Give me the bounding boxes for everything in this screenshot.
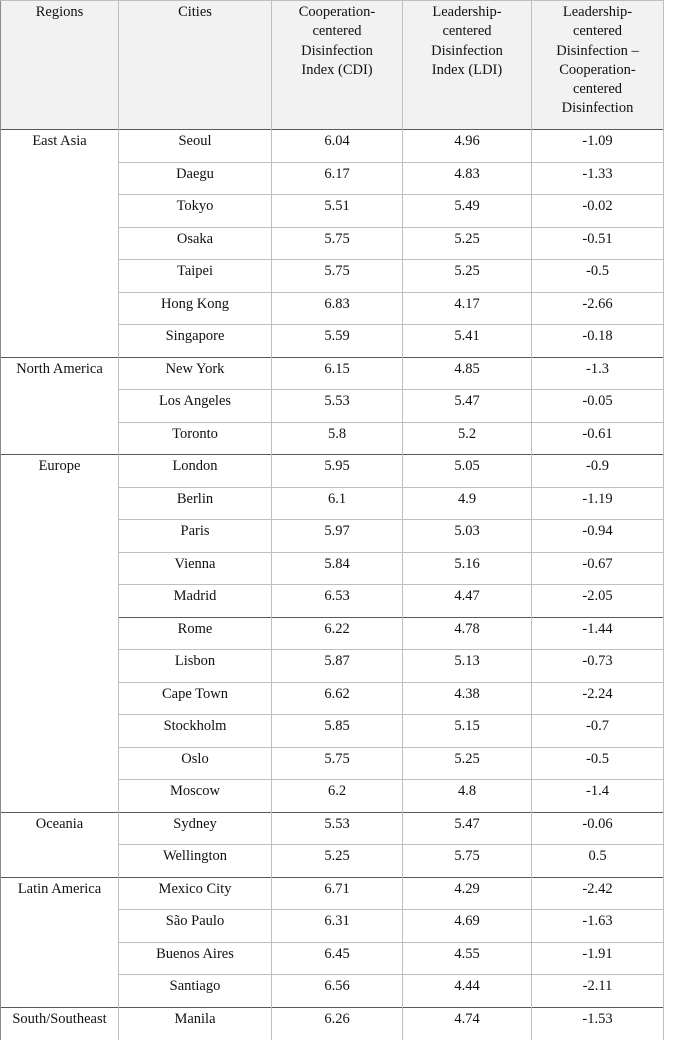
cdi-cell: 6.31 bbox=[272, 910, 403, 943]
ldi-cell: 4.74 bbox=[403, 1007, 532, 1040]
ldi-cell: 4.69 bbox=[403, 910, 532, 943]
diff-cell: -0.5 bbox=[532, 747, 664, 780]
diff-cell: -2.24 bbox=[532, 682, 664, 715]
city-cell: Oslo bbox=[119, 747, 272, 780]
city-cell: London bbox=[119, 455, 272, 488]
table-row bbox=[1, 455, 664, 488]
cdi-cell: 6.53 bbox=[272, 585, 403, 618]
diff-cell: -1.4 bbox=[532, 780, 664, 813]
cdi-cell: 6.62 bbox=[272, 682, 403, 715]
ldi-cell: 4.83 bbox=[403, 162, 532, 195]
city-cell: Rome bbox=[119, 617, 272, 650]
diff-cell: 0.5 bbox=[532, 845, 664, 878]
city-cell: Lisbon bbox=[119, 650, 272, 683]
city-cell: Los Angeles bbox=[119, 390, 272, 423]
diff-cell: -0.61 bbox=[532, 422, 664, 455]
cdi-cell: 5.25 bbox=[272, 845, 403, 878]
diff-cell: -1.63 bbox=[532, 910, 664, 943]
city-cell: Vienna bbox=[119, 552, 272, 585]
city-cell: Santiago bbox=[119, 975, 272, 1008]
city-cell: Buenos Aires bbox=[119, 942, 272, 975]
diff-cell: -2.05 bbox=[532, 585, 664, 618]
diff-cell: -1.53 bbox=[532, 1007, 664, 1040]
diff-cell: -0.94 bbox=[532, 520, 664, 553]
cdi-cell: 6.22 bbox=[272, 617, 403, 650]
city-cell: Osaka bbox=[119, 227, 272, 260]
diff-cell: -1.33 bbox=[532, 162, 664, 195]
cdi-cell: 5.75 bbox=[272, 260, 403, 293]
ldi-cell: 5.25 bbox=[403, 227, 532, 260]
ldi-cell: 4.29 bbox=[403, 877, 532, 910]
region-cell: East Asia bbox=[1, 130, 119, 358]
ldi-cell: 5.03 bbox=[403, 520, 532, 553]
ldi-cell: 4.78 bbox=[403, 617, 532, 650]
cdi-cell: 5.8 bbox=[272, 422, 403, 455]
table-row bbox=[1, 877, 664, 910]
city-cell: Daegu bbox=[119, 162, 272, 195]
table-body bbox=[1, 130, 664, 1040]
ldi-cell: 4.44 bbox=[403, 975, 532, 1008]
cdi-cell: 6.1 bbox=[272, 487, 403, 520]
cdi-cell: 5.51 bbox=[272, 195, 403, 228]
city-cell: Taipei bbox=[119, 260, 272, 293]
ldi-cell: 4.47 bbox=[403, 585, 532, 618]
table-header bbox=[1, 1, 664, 130]
city-cell: Hong Kong bbox=[119, 292, 272, 325]
diff-cell: -0.73 bbox=[532, 650, 664, 683]
diff-cell: -0.7 bbox=[532, 715, 664, 748]
diff-cell: -0.9 bbox=[532, 455, 664, 488]
diff-cell: -2.11 bbox=[532, 975, 664, 1008]
city-cell: New York bbox=[119, 357, 272, 390]
diff-cell: -1.44 bbox=[532, 617, 664, 650]
cdi-cell: 6.04 bbox=[272, 130, 403, 163]
diff-cell: -0.05 bbox=[532, 390, 664, 423]
cdi-cell: 5.84 bbox=[272, 552, 403, 585]
diff-cell: -0.06 bbox=[532, 812, 664, 845]
cdi-cell: 6.56 bbox=[272, 975, 403, 1008]
cdi-cell: 5.85 bbox=[272, 715, 403, 748]
city-cell: Manila bbox=[119, 1007, 272, 1040]
city-cell: Wellington bbox=[119, 845, 272, 878]
diff-cell: -1.3 bbox=[532, 357, 664, 390]
cdi-cell: 6.17 bbox=[272, 162, 403, 195]
cdi-cell: 5.75 bbox=[272, 227, 403, 260]
ldi-cell: 5.05 bbox=[403, 455, 532, 488]
cdi-cell: 5.87 bbox=[272, 650, 403, 683]
table-row bbox=[1, 130, 664, 163]
region-cell: North America bbox=[1, 357, 119, 455]
cdi-cell: 5.53 bbox=[272, 812, 403, 845]
cdi-cell: 5.95 bbox=[272, 455, 403, 488]
diff-cell: -2.42 bbox=[532, 877, 664, 910]
diff-cell: -0.18 bbox=[532, 325, 664, 358]
ldi-cell: 5.47 bbox=[403, 390, 532, 423]
ldi-cell: 4.55 bbox=[403, 942, 532, 975]
cdi-cell: 6.15 bbox=[272, 357, 403, 390]
header-difference: Leadership- centered Disinfection – Cooperation- centered Disinfection bbox=[532, 1, 664, 130]
cdi-cell: 6.71 bbox=[272, 877, 403, 910]
diff-cell: -2.66 bbox=[532, 292, 664, 325]
city-cell: Moscow bbox=[119, 780, 272, 813]
diff-cell: -1.09 bbox=[532, 130, 664, 163]
city-cell: Stockholm bbox=[119, 715, 272, 748]
cdi-cell: 5.59 bbox=[272, 325, 403, 358]
ldi-cell: 4.96 bbox=[403, 130, 532, 163]
city-cell: Mexico City bbox=[119, 877, 272, 910]
table-row bbox=[1, 357, 664, 390]
ldi-cell: 5.47 bbox=[403, 812, 532, 845]
region-cell: Europe bbox=[1, 455, 119, 813]
header-regions: Regions bbox=[1, 1, 119, 130]
region-cell: South/Southeast bbox=[1, 1007, 119, 1040]
ldi-cell: 5.16 bbox=[403, 552, 532, 585]
city-cell: Berlin bbox=[119, 487, 272, 520]
diff-cell: -1.91 bbox=[532, 942, 664, 975]
ldi-cell: 4.38 bbox=[403, 682, 532, 715]
diff-cell: -1.19 bbox=[532, 487, 664, 520]
ldi-cell: 5.25 bbox=[403, 747, 532, 780]
cdi-cell: 5.97 bbox=[272, 520, 403, 553]
city-cell: Tokyo bbox=[119, 195, 272, 228]
diff-cell: -0.51 bbox=[532, 227, 664, 260]
ldi-cell: 4.9 bbox=[403, 487, 532, 520]
header-cities: Cities bbox=[119, 1, 272, 130]
ldi-cell: 5.49 bbox=[403, 195, 532, 228]
city-cell: Paris bbox=[119, 520, 272, 553]
ldi-cell: 4.17 bbox=[403, 292, 532, 325]
table-row bbox=[1, 812, 664, 845]
ldi-cell: 4.85 bbox=[403, 357, 532, 390]
cdi-cell: 5.53 bbox=[272, 390, 403, 423]
ldi-cell: 5.13 bbox=[403, 650, 532, 683]
cdi-cell: 6.83 bbox=[272, 292, 403, 325]
city-cell: Seoul bbox=[119, 130, 272, 163]
diff-cell: -0.67 bbox=[532, 552, 664, 585]
cdi-cell: 6.45 bbox=[272, 942, 403, 975]
ldi-cell: 5.15 bbox=[403, 715, 532, 748]
city-cell: Sydney bbox=[119, 812, 272, 845]
cdi-cell: 6.26 bbox=[272, 1007, 403, 1040]
cdi-cell: 5.75 bbox=[272, 747, 403, 780]
city-cell: São Paulo bbox=[119, 910, 272, 943]
city-cell: Singapore bbox=[119, 325, 272, 358]
region-cell: Oceania bbox=[1, 812, 119, 877]
ldi-cell: 5.2 bbox=[403, 422, 532, 455]
header-ldi: Leadership- centered Disinfection Index (LDI) bbox=[403, 1, 532, 130]
city-cell: Cape Town bbox=[119, 682, 272, 715]
diff-cell: -0.02 bbox=[532, 195, 664, 228]
city-cell: Madrid bbox=[119, 585, 272, 618]
city-cell: Toronto bbox=[119, 422, 272, 455]
table-row bbox=[1, 1007, 664, 1040]
ldi-cell: 4.8 bbox=[403, 780, 532, 813]
cdi-cell: 6.2 bbox=[272, 780, 403, 813]
diff-cell: -0.5 bbox=[532, 260, 664, 293]
ldi-cell: 5.41 bbox=[403, 325, 532, 358]
region-cell: Latin America bbox=[1, 877, 119, 1007]
ldi-cell: 5.25 bbox=[403, 260, 532, 293]
header-row bbox=[1, 1, 664, 130]
ldi-cell: 5.75 bbox=[403, 845, 532, 878]
header-cdi: Cooperation- centered Disinfection Index (CDI) bbox=[272, 1, 403, 130]
